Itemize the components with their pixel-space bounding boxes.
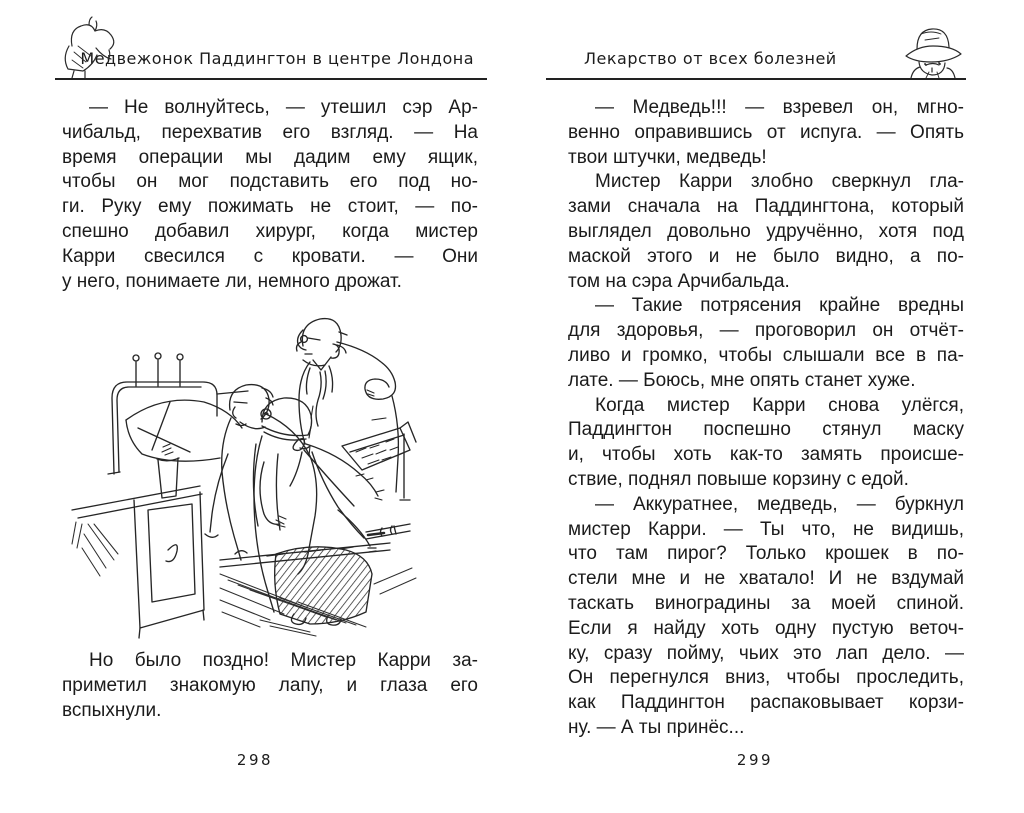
text-line: что там пирог? Только крошек в по-	[568, 543, 964, 565]
text-line: у него, понимаете ли, немного дрожат.	[62, 270, 402, 292]
text-line: выглядел довольно удручённо, хотя под	[568, 220, 964, 242]
text-line: чибальд, перехватив его взгляд. — На	[62, 121, 478, 143]
text-line: — Такие потрясения крайне вредны	[595, 295, 964, 317]
text-line: как Паддингтон распаковывает корзи-	[568, 692, 964, 714]
text-line: Но было поздно! Мистер Карри за-	[89, 650, 478, 671]
right-page-text	[568, 96, 964, 741]
text-line: ствие, поднял повыше корзину с едой.	[568, 468, 909, 490]
left-page-paragraph-top	[62, 96, 478, 294]
text-line: чтобы он мог подставить его под но-	[62, 171, 478, 193]
text-line: Паддингтон поспешно стянул маску	[568, 419, 964, 441]
text-line: ги. Руку ему пожимать не стоит, — по-	[62, 196, 478, 218]
text-line: Карри свесился с кровати. — Они	[62, 245, 478, 267]
paddington-hat-head-sketch-icon	[899, 16, 967, 78]
page-number-right: 299	[736, 751, 774, 769]
left-page-paragraph-bottom	[62, 649, 478, 723]
header-rule-right	[546, 78, 966, 80]
text-line: вспыхнули.	[62, 699, 162, 721]
running-head-left: Медвежонок Паддингтон в центре Лондона	[80, 49, 474, 68]
text-line: маской этого и не было видно, а по-	[568, 245, 964, 267]
text-line: ливо и громко, чтобы слышали все в па-	[568, 344, 964, 366]
text-line: твои штучки, медведь!	[568, 146, 767, 168]
text-line: ну. — А ты принёс...	[568, 716, 745, 738]
text-line: мистер Карри. — Ты что, не видишь,	[568, 518, 964, 540]
text-line: — Аккуратнее, медведь, — буркнул	[595, 493, 964, 515]
text-line: приметил знакомую лапу, и глаза его	[62, 674, 478, 696]
text-line: том на сэра Арчибальда.	[568, 270, 790, 292]
page-number-left: 298	[236, 751, 274, 769]
text-line: время операции мы дадим ему ящик,	[62, 146, 478, 168]
header-rule-left	[55, 78, 487, 80]
text-line: ку, сразу пойму, чьих это лап дело. —	[568, 642, 964, 664]
text-line: лате. — Боюсь, мне опять станет хуже.	[568, 369, 916, 391]
text-line: спешно добавил хирург, когда мистер	[62, 220, 478, 242]
hospital-ward-scene-illustration	[70, 302, 500, 642]
text-line: венно оправившись от испуга. — Опять	[568, 121, 964, 143]
paddington-bending-sketch-icon	[52, 14, 124, 78]
text-line: и, чтобы хоть как-то замять происше-	[568, 444, 964, 466]
text-line: Он перегнулся вниз, чтобы проследить,	[568, 667, 964, 689]
text-line: таскать виноградины за моей спиной.	[568, 592, 964, 614]
running-head-right: Лекарство от всех болезней	[584, 49, 837, 68]
text-line: Если я найду хоть одну пустую веточ-	[568, 617, 964, 639]
text-line: зами сначала на Паддингтона, который	[568, 196, 964, 218]
text-line: стели мне и не хватало! И не вздумай	[568, 568, 964, 590]
text-line: — Не волнуйтесь, — утешил сэр Ар-	[89, 97, 478, 118]
text-line: Мистер Карри злобно сверкнул гла-	[595, 171, 964, 193]
text-line: Когда мистер Карри снова улёгся,	[595, 394, 964, 416]
text-line: для здоровья, — проговорил он отчёт-	[568, 320, 964, 342]
text-line: — Медведь!!! — взревел он, мгно-	[595, 97, 964, 118]
